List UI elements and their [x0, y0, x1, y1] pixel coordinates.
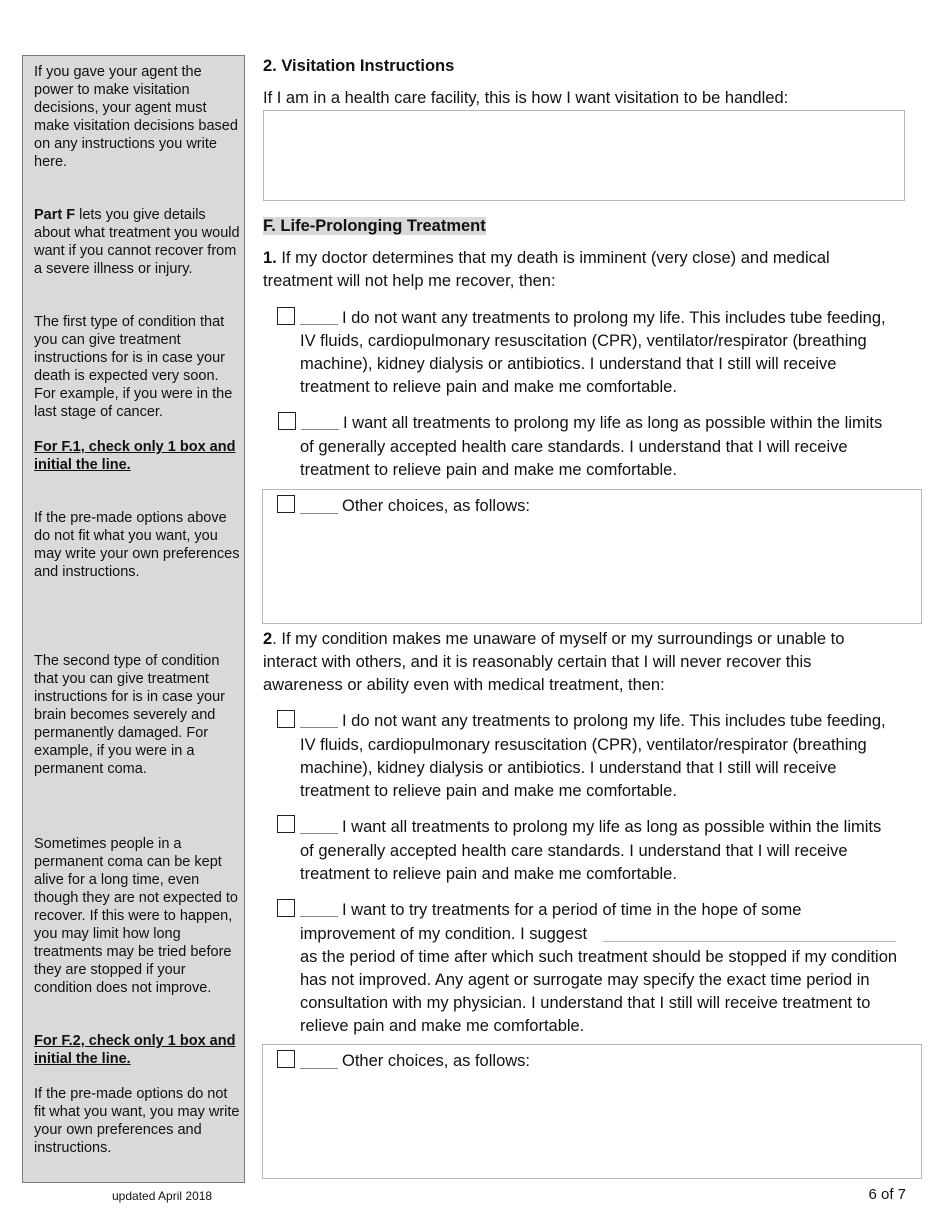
section-f-heading-text: F. Life-Prolonging Treatment [263, 217, 486, 235]
first-type-text: The first type of condition that you can give treatment instructions for is in case your death is expected very soon. For example, if you were in the last stage of cancer. [34, 314, 233, 420]
part-f-note [34, 206, 242, 278]
question-1 [263, 247, 883, 293]
part-f-text [34, 206, 242, 278]
part-f-label: Part F [34, 207, 76, 223]
visitation-input-box[interactable] [263, 110, 905, 201]
page-number: 6 of 7 [868, 1186, 906, 1203]
instructions-sidebar [22, 55, 245, 1183]
premade-note-1 [34, 509, 242, 581]
q2-option1-checkbox[interactable] [277, 710, 295, 728]
q1-option1-checkbox[interactable] [277, 307, 295, 325]
q2-option2-first-line: I want all treatments to prolong my life as long as possible within the limits [342, 818, 882, 836]
q2-option3-time-period-line[interactable] [603, 941, 896, 942]
coma-note-text: Sometimes people in a permanent coma can be kept alive for a long time, even though they are not expected to recover. If this were to happen, you may limit how long treatments may be tried before they are stopped if your condition does not improve. [34, 836, 238, 996]
visitation-heading: 2. Visitation Instructions [263, 57, 455, 75]
second-type-note [34, 652, 242, 778]
q2-other-label: Other choices, as follows: [342, 1052, 530, 1070]
second-type-text: The second type of condition that you can give treatment instructions for is in case your brain becomes severely and permanently damaged. For example, if you were in a permanent coma. [34, 653, 225, 777]
part-f-description: lets you give details about what treatment you would want if you cannot recover from a severe illness or injury. [34, 207, 240, 277]
q1-option2-first-line: I want all treatments to prolong my life as long as possible within the limits [343, 414, 883, 432]
q2-option1-first-line: I do not want any treatments to prolong my life. This includes tube feeding, [342, 712, 886, 730]
question-1-text: If my doctor determines that my death is imminent (very close) and medical treatment will not help me recover, then: [263, 249, 830, 290]
visitation-prompt: If I am in a health care facility, this is how I want visitation to be handled: [263, 89, 789, 107]
q1-option2-text: of generally accepted health care standards. I understand that I will receive treatment to relieve pain and make me comfortable. [300, 438, 848, 479]
f2-check-text: For F.2, check only 1 box and initial the line. [34, 1033, 236, 1067]
q2-other-checkbox[interactable] [277, 1050, 295, 1068]
f1-check-note [34, 438, 242, 474]
visitation-note [34, 63, 242, 171]
premade-note-2 [34, 1085, 242, 1157]
q2-other-initial-line[interactable] [300, 1068, 338, 1069]
q2-option3-checkbox[interactable] [277, 899, 295, 917]
visitation-note-text: If you gave your agent the power to make visitation decisions, your agent must make visitation decisions based on any instructions you write here. [34, 64, 238, 170]
premade-1-text: If the pre-made options above do not fit what you want, you may write your own preferences and instructions. [34, 510, 240, 580]
q2-option1-initial-line[interactable] [300, 727, 338, 728]
q1-option1-text: IV fluids, cardiopulmonary resuscitation (CPR), ventilator/respirator (breathing machine), kidney dialysis or antibiotics. I understand that I still will receive treatment to relieve pain and make me comfortable. [300, 332, 867, 396]
q2-option3-text: as the period of time after which such treatment should be stopped if my condition has not improved. Any agent or surrogate may specify the exact time period in consultation with my physician. I understand that I still will receive treatment to relieve pain and make me comfortable. [300, 948, 898, 1035]
section-f-heading [263, 215, 486, 238]
q1-option2-checkbox[interactable] [278, 412, 296, 430]
question-2-text: . If my condition makes me unaware of myself or my surroundings or unable to interact with others, and it is reasonably certain that I will never recover this awareness or ability even with medical treatment, then: [263, 630, 845, 694]
question-1-number: 1. [263, 249, 277, 267]
q1-option1-first-line: I do not want any treatments to prolong my life. This includes tube feeding, [342, 309, 886, 327]
q1-option1-initial-line[interactable] [300, 324, 338, 325]
q1-other-label: Other choices, as follows: [342, 497, 530, 515]
updated-date: updated April 2018 [112, 1189, 213, 1203]
f1-check-text: For F.1, check only 1 box and initial the line. [34, 439, 236, 473]
q1-other-checkbox[interactable] [277, 495, 295, 513]
q2-option3-suggest-text: improvement of my condition. I suggest [300, 925, 588, 943]
q2-option3-initial-line[interactable] [300, 916, 338, 917]
question-2 [263, 628, 883, 697]
premade-2-text: If the pre-made options do not fit what you want, you may write your own preferences and instructions. [34, 1086, 240, 1156]
f2-check-note [34, 1032, 242, 1068]
first-type-note [34, 313, 242, 421]
q2-option2-checkbox[interactable] [277, 815, 295, 833]
q2-option1-text: IV fluids, cardiopulmonary resuscitation (CPR), ventilator/respirator (breathing machine), kidney dialysis or antibiotics. I understand that I still will receive treatment to relieve pain and make me comfortable. [300, 736, 867, 800]
q1-option2-initial-line[interactable] [301, 429, 339, 430]
q2-option3-first-line: I want to try treatments for a period of time in the hope of some [342, 901, 802, 919]
question-2-number: 2 [263, 630, 273, 648]
q2-option2-text: of generally accepted health care standards. I understand that I will receive treatment to relieve pain and make me comfortable. [300, 842, 848, 883]
coma-note [34, 835, 242, 997]
q1-other-initial-line[interactable] [300, 513, 338, 514]
q2-option2-initial-line[interactable] [300, 833, 338, 834]
